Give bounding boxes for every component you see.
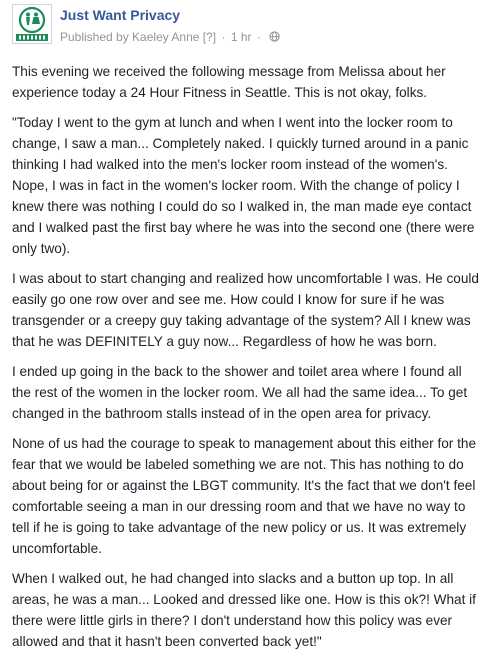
- meta-separator: ·: [256, 29, 261, 44]
- meta-separator: ·: [221, 29, 226, 44]
- info-marker[interactable]: [?]: [202, 29, 217, 44]
- globe-icon[interactable]: [269, 31, 280, 42]
- post-paragraph: I ended up going in the back to the shower and toilet area where I found all the rest of the women in the locker room. We all had the same idea... To get changed in the bathroom stalls instead of in the open area for privacy.: [12, 364, 468, 421]
- page-avatar[interactable]: [12, 4, 52, 44]
- post-meta: [60, 29, 280, 44]
- post-paragraph: I was about to start changing and realized how uncomfortable I was. He could easily go one row over and see me. How could I know for sure if he was transgender or a creepy guy taking advantage of the system? All I knew was that he was DEFINITELY a guy now... Regardless of how he was born.: [12, 271, 479, 349]
- post-paragraph: When I walked out, he had changed into slacks and a button up top. In all areas, he was a man... Looked and dressed like one. How is this ok?! What if there were little girls in there? I don't understand how this policy was ever allowed and that it hasn't been converted back yet!": [12, 571, 476, 649]
- post-time-link[interactable]: 1 hr: [230, 29, 252, 44]
- post-header: [12, 4, 483, 52]
- post-paragraph: None of us had the courage to speak to management about this either for the fear that we would be labeled something we are not. This has nothing to do about being for or against the LBGT community. It's the fact that we don't feel comfortable seeing a man in our dressing room and that we have no way to tell if he is going to take advantage of the new policy or us. It was extremely uncomfortable.: [12, 436, 476, 556]
- published-by: Published by Kaeley Anne: [60, 29, 200, 44]
- post-paragraph: "Today I went to the gym at lunch and when I went into the locker room to change, I saw a man... Completely naked. I quickly turned around in a panic thinking I had walked into the men's locker room instead of the women's. Nope, I was in fact in the women's locker room. With the change of policy I knew there was nothing I could do so I walked in, the man made eye contact and I walked past the first bay where he was into the second one (there were only two).: [12, 115, 475, 256]
- post-paragraph: This evening we received the following message from Melissa about her experience today a 24 Hour Fitness in Seattle. This is not okay, folks.: [12, 64, 446, 100]
- post-body: [12, 61, 481, 661]
- page-name-link[interactable]: Just Want Privacy: [60, 7, 181, 23]
- just-want-privacy-logo: [13, 5, 51, 43]
